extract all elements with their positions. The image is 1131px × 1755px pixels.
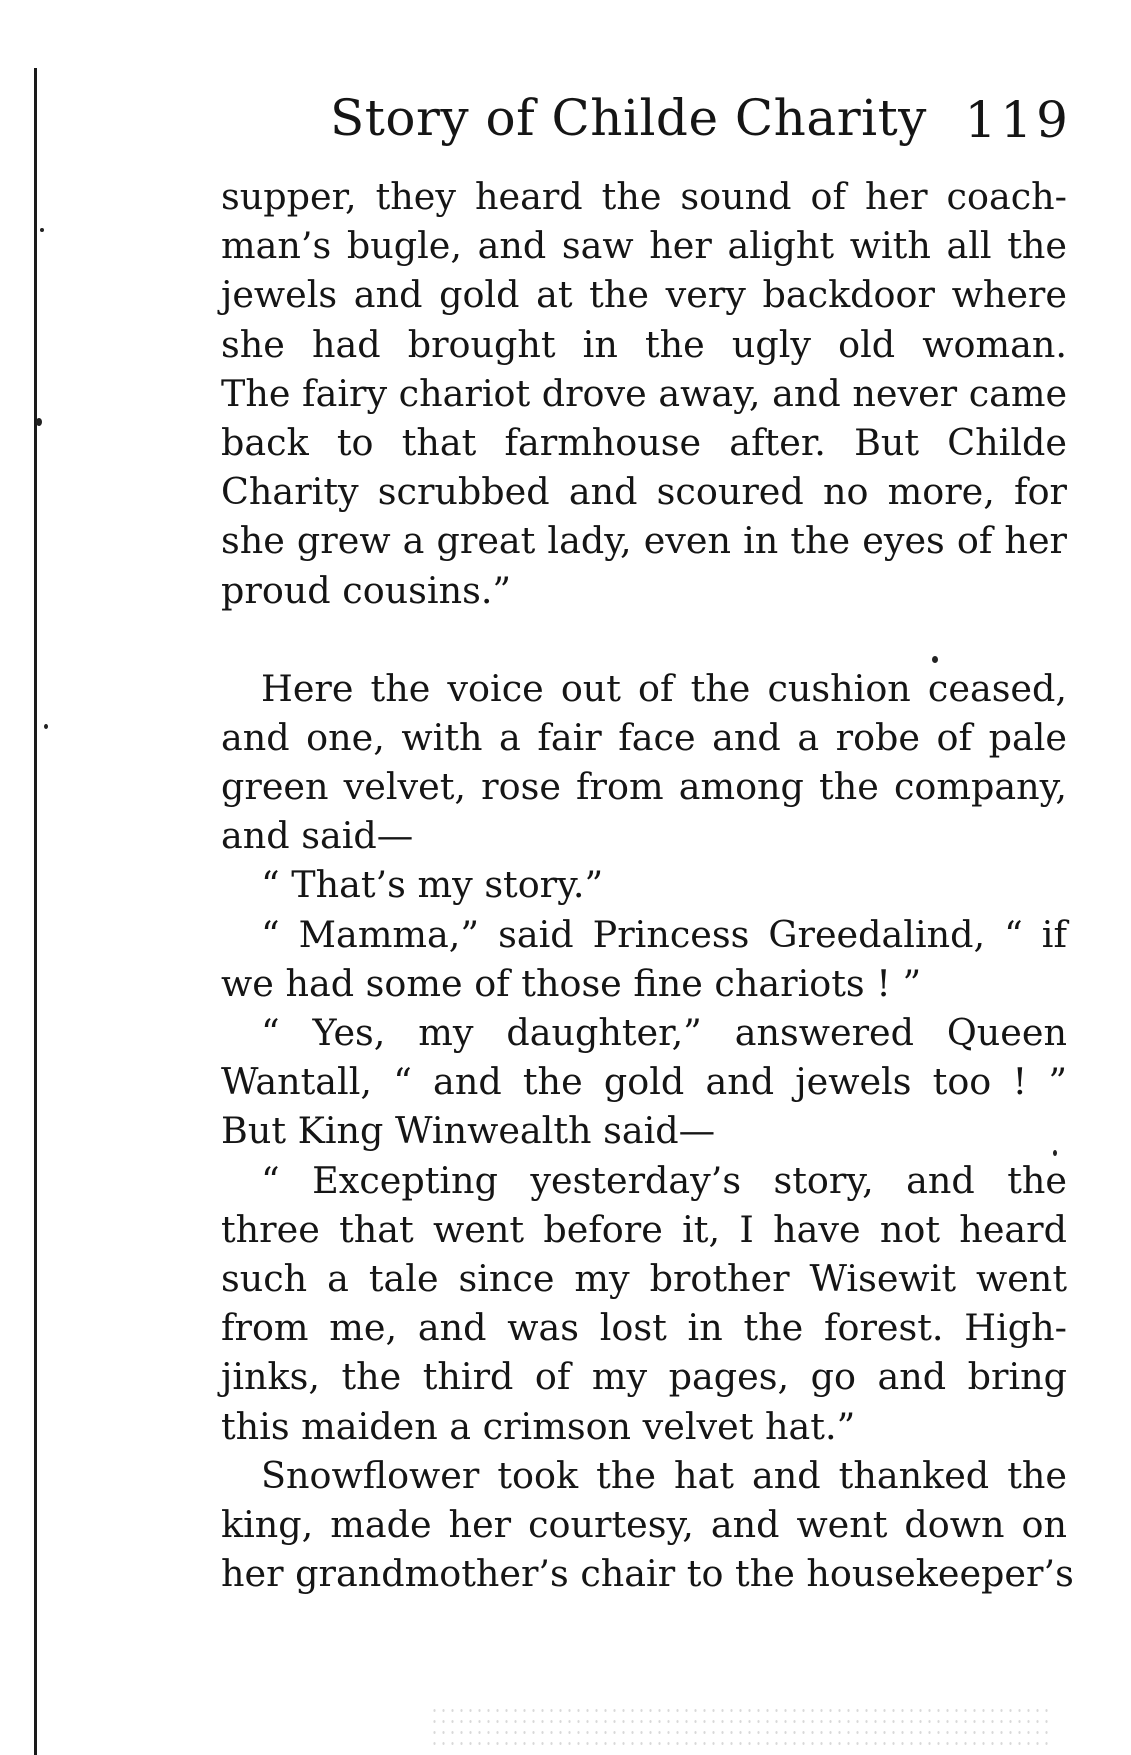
page-edge [34,68,37,1755]
text-line: proud cousins.” [221,568,512,612]
text-line: jinks, the third of my pages, go and bring [221,1355,1067,1399]
ink-speck [44,724,48,729]
text-line: her grandmother’s chair to the housekeeper’s [221,1552,1074,1596]
running-header [330,88,1072,158]
text-line: Charity scrubbed and scoured no more, for [221,470,1067,514]
text-line: king, made her courtesy, and went down on [221,1502,1067,1546]
text-line: three that went before it, I have not heard [221,1207,1067,1251]
text-line: But King Winwealth said— [221,1109,716,1153]
text-line: such a tale since my brother Wisewit went [221,1256,1067,1300]
text-line: “ Mamma,” said Princess Greedalind, “ if [261,912,1067,956]
ink-speck [36,418,42,426]
text-line: Here the voice out of the cushion ceased, [261,666,1067,710]
scan-noise [430,1705,1050,1745]
text-line: she grew a great lady, even in the eyes of her [221,519,1067,563]
page-number: 119 [964,91,1072,149]
text-line: Snowflower took the hat and thanked the [261,1453,1067,1497]
text-line: jewels and gold at the very backdoor where [221,273,1067,317]
text-line: “ Excepting yesterday’s story, and the [261,1158,1067,1202]
text-line: “ That’s my story.” [261,863,604,907]
ink-speck [40,228,44,232]
text-line: man’s bugle, and saw her alight with all the [221,224,1067,268]
text-line: back to that farmhouse after. But Childe [221,420,1067,464]
text-line: “ Yes, my daughter,” answered Queen [261,1011,1067,1054]
text-line: this maiden a crimson velvet hat.” [221,1404,856,1448]
text-line: we had some of those fine chariots ! ” [221,961,922,1005]
text-line: The fairy chariot drove away, and never came [221,371,1068,415]
body-text [221,172,1074,1598]
text-line: she had brought in the ugly old woman. [221,322,1067,366]
running-title: Story of Childe Charity [330,89,927,147]
text-line: green velvet, rose from among the company, [221,765,1067,809]
text-line: and said— [221,814,414,858]
text-line: supper, they heard the sound of her coach- [221,175,1067,218]
text-line: and one, with a fair face and a robe of pale [221,715,1067,759]
text-line: from me, and was lost in the forest. High- [221,1306,1067,1350]
text-line: Wantall, “ and the gold and jewels too ! ” [221,1060,1067,1104]
